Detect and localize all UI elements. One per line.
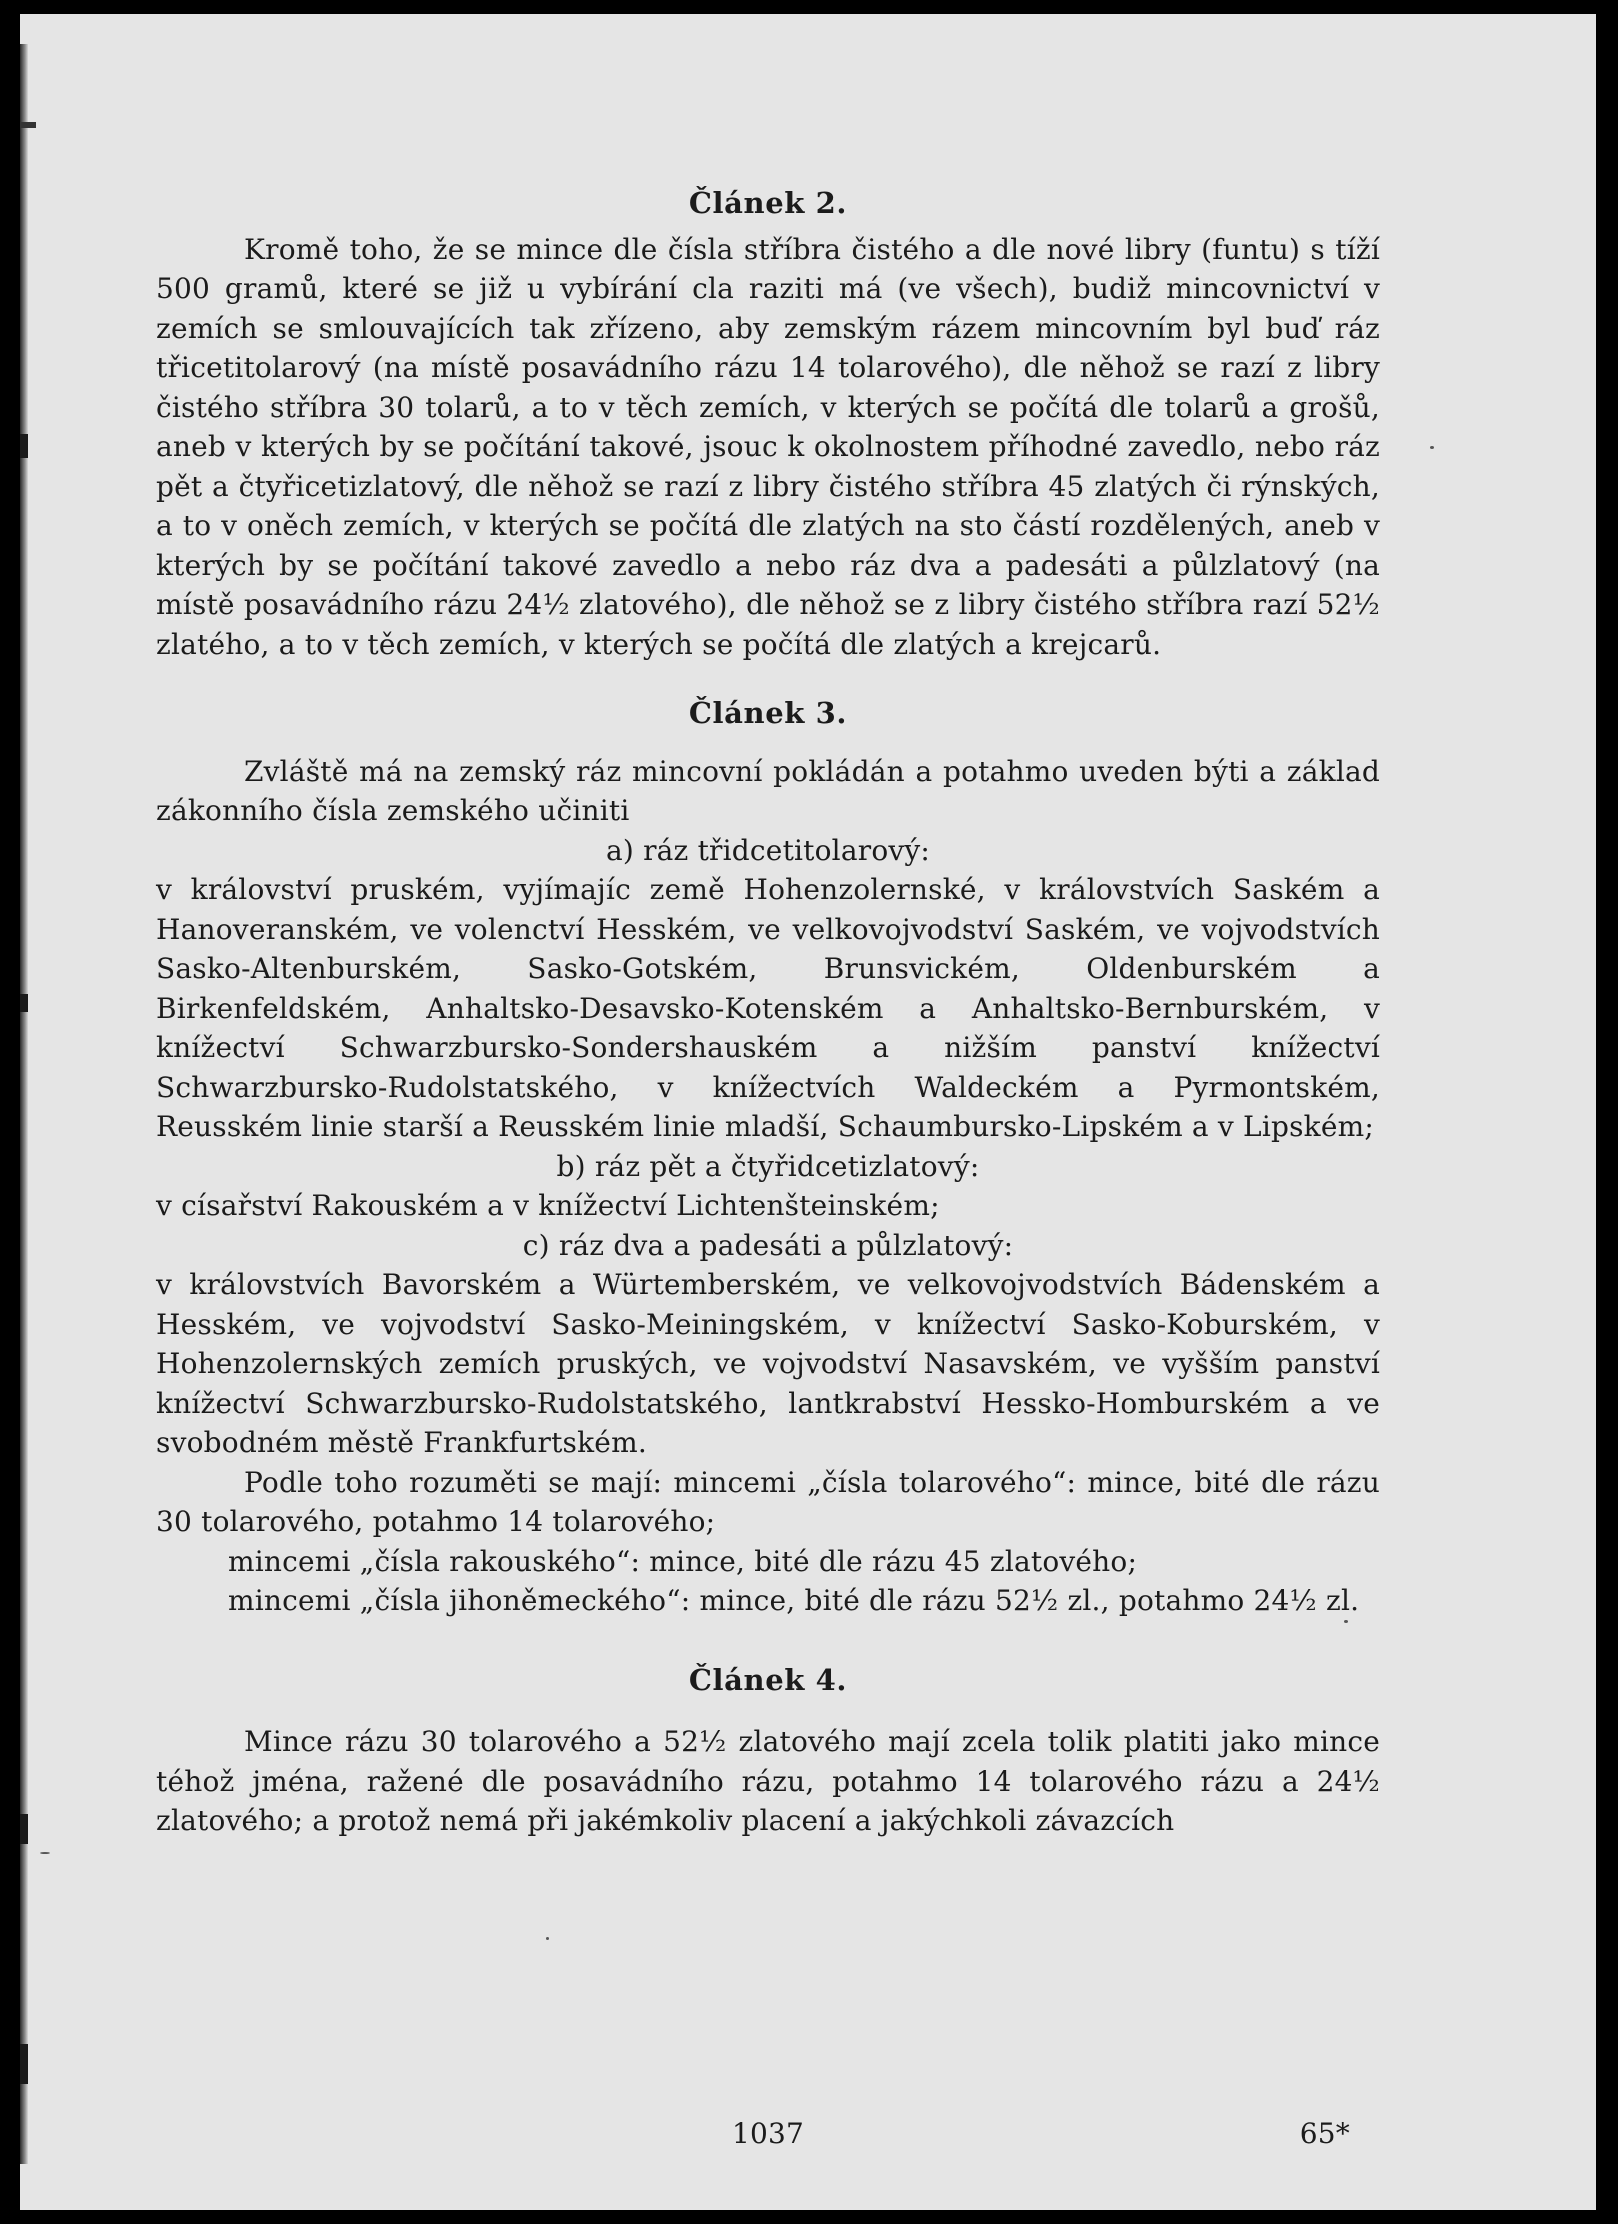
document-body: [156, 184, 1380, 2150]
scan-speck: [1430, 446, 1434, 449]
article-4-heading: Článek 4.: [688, 1662, 848, 1697]
scan-speck: [546, 1937, 549, 1940]
article-3-intro: Zvláště má na zemský ráz mincovní pokládán a potahmo uveden býti a základ zákonního čísla zemského učiniti: [156, 754, 1380, 827]
scanned-page: [20, 14, 1596, 2210]
article-3-a-text: v království pruském, vyjímajíc země Hohenzolernské, v královstvích Saském a Hanoveranském, ve volenctví Hesském, ve velkovojvodství Saském, ve vojvodstvích Sasko-Altenburském, Sasko-Gotském, Brunsvickém, Oldenburském a Birkenfeldském, Anhaltsko-Desavsko-Kotenském a Anhaltsko-Bernburském, v knížectví Schwarzbursko-Sondershauském a nižším panství knížectví Schwarzbursko-Rudolstatského, v knížectvích Waldeckém a Pyrmontském, Reusském linie starší a Reusském linie mladší, Schaumbursko-Lipském a v Lipském;: [156, 873, 1380, 1143]
edge-mark: [20, 122, 36, 128]
article-3-b-label: b) ráz pět a čtyřidcetizlatový:: [556, 1149, 980, 1183]
signature-mark: 65*: [1299, 2117, 1350, 2150]
article-3-a-label: a) ráz třidcetitolarový:: [605, 833, 931, 867]
article-3-heading: Článek 3.: [688, 696, 848, 730]
edge-mark: [20, 994, 28, 1012]
edge-mark: [20, 1814, 28, 1844]
article-3-c-text: v královstvích Bavorském a Würtemberském, ve velkovojvodstvích Bádenském a Hesském, ve vojvodství Sasko-Meiningském, v knížectví Sasko-Koburském, v Hohenzolernských zemích pruských, ve vojvodství Nasavském, ve vyšším panství knížectví Schwarzbursko-Rudolstatského, lantkrabství Hessko-Homburském a ve svobodném městě Frankfurtském.: [156, 1268, 1380, 1459]
page-footer: [156, 2114, 1380, 2154]
article-3-south-german-definition: mincemi „čísla jihoněmeckého“: mince, bité dle rázu 52½ zl., potahmo 24½ zl.: [228, 1584, 1360, 1617]
article-4-text: Mince rázu 30 tolarového a 52½ zlatového mají zcela tolik platiti jako mince téhož jména, ražené dle posavádního rázu, potahmo 14 tolarového rázu a 24½ zlatového; a protož nemá při jakémkoliv placení a jakýchkoli závazcích: [156, 1725, 1380, 1837]
article-3-b-text: v císařství Rakouském a v knížectví Lichtenšteinském;: [156, 1189, 940, 1222]
page-number: 1037: [731, 2117, 805, 2150]
edge-mark: [20, 2044, 28, 2084]
scan-speck: [40, 1852, 50, 1854]
edge-mark: [20, 434, 28, 458]
article-2-text: Kromě toho, že se mince dle čísla stříbra čistého a dle nové libry (funtu) s tíží 500 gramů, které se již u vybírání cla raziti má (ve všech), budiž mincovnictví v zemích se smlouvajících tak zřízeno, aby zemským rázem mincovním byl buď ráz třicetitolarový (na místě posavádního rázu 14 tolarového), dle něhož se razí z libry čistého stříbra 30 tolarů, a to v těch zemích, v kterých se počítá dle tolarů a grošů, aneb v kterých by se počítání takové, jsouc k okolnostem příhodné zavedlo, nebo ráz pět a čtyřicetizlatový, dle něhož se razí z libry čistého stříbra 45 zlatých či rýnských, a to v oněch zemích, v kterých se počítá dle zlatých na sto částí rozdělených, aneb v kterých by se počítání takové zavedlo a nebo ráz dva a padesáti a půlzlatový (na místě posavádního rázu 24½ zlatového), dle něhož se z libry čistého stříbra razí 52½ zlatého, a to v těch zemích, v kterých se počítá dle zlatých a krejcarů.: [156, 232, 1380, 661]
article-3-definitions: Podle toho rozuměti se mají: mincemi „čísla tolarového“: mince, bité dle rázu 30 tolarového, potahmo 14 tolarového;: [156, 1465, 1380, 1538]
page-edge: [20, 44, 28, 2164]
article-3-c-label: c) ráz dva a padesáti a půlzlatový:: [522, 1228, 1014, 1262]
article-2-heading: Článek 2.: [688, 186, 848, 220]
article-3-austrian-definition: mincemi „čísla rakouského“: mince, bité dle rázu 45 zlatového;: [228, 1544, 1138, 1578]
